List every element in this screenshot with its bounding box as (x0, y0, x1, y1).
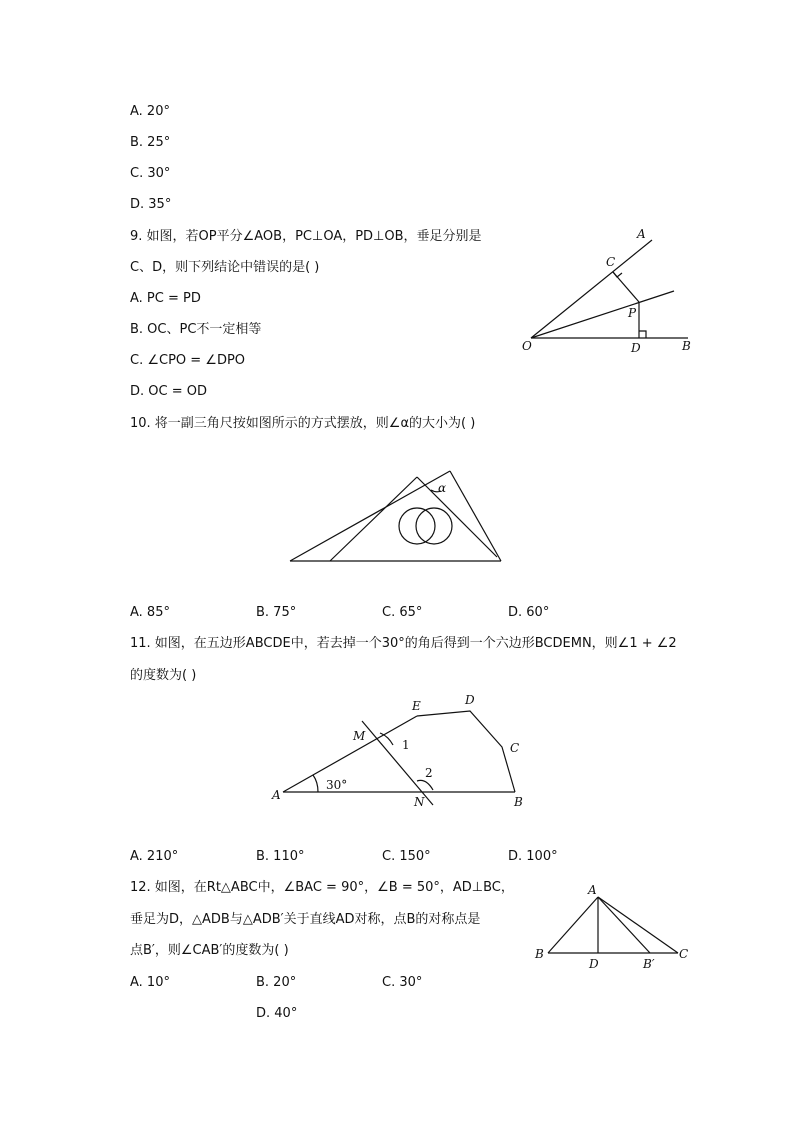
q12-label-b-prime: B′ (643, 957, 655, 971)
q9-label-p: P (628, 306, 637, 320)
q12-option-a: A. 10° (130, 975, 170, 990)
q8-option-c: C. 30° (130, 166, 171, 181)
q9-option-a: A. PC = PD (130, 291, 201, 306)
q12-label-a: A (588, 883, 597, 897)
q11-label-n: N (414, 795, 425, 809)
q9-option-b: B. OC、PC不一定相等 (130, 322, 262, 337)
q10-option-c: C. 65° (382, 605, 423, 620)
q11-label-b: B (514, 795, 523, 809)
q11-label-angle-30: 30° (326, 778, 348, 792)
q9-stem-line1: 9. 如图，若OP平分∠AOB，PC⊥OA，PD⊥OB，垂足分别是 (130, 229, 482, 244)
q9-label-o: O (522, 339, 532, 353)
q8-option-d: D. 35° (130, 197, 172, 212)
q9-label-b: B (682, 339, 691, 353)
q11-label-d: D (465, 693, 475, 707)
q12-label-c: C (679, 947, 689, 961)
q8-option-a: A. 20° (130, 104, 170, 119)
q11-label-c: C (510, 741, 520, 755)
q11-option-c: C. 150° (382, 849, 431, 864)
q8-option-b: B. 25° (130, 135, 171, 150)
q11-option-a: A. 210° (130, 849, 179, 864)
q9-option-d: D. OC = OD (130, 384, 207, 399)
q10-label-alpha: α (438, 481, 447, 495)
q11-option-b: B. 110° (256, 849, 305, 864)
q12-label-b: B (535, 947, 544, 961)
q9-label-c: C (606, 255, 616, 269)
q12-stem-line1: 12. 如图，在Rt△ABC中，∠BAC = 90°，∠B = 50°，AD⊥BC， (130, 880, 514, 895)
q12-stem-line3: 点B′，则∠CAB′的度数为( ) (130, 943, 289, 958)
q10-stem: 10. 将一副三角尺按如图所示的方式摆放，则∠α的大小为( ) (130, 416, 476, 431)
q9-label-a: A (637, 227, 646, 241)
q11-stem-line2: 的度数为( ) (130, 668, 197, 683)
q12-stem-line2: 垂足为D，△ADB与△ADB′关于直线AD对称，点B的对称点是 (130, 912, 481, 927)
q9-label-d: D (631, 341, 641, 355)
q11-label-a: A (272, 788, 281, 802)
q10-option-b: B. 75° (256, 605, 297, 620)
q12-option-d: D. 40° (256, 1006, 298, 1021)
q12-option-b: B. 20° (256, 975, 297, 990)
q11-label-angle-2: 2 (425, 766, 433, 780)
q11-label-angle-1: 1 (402, 738, 410, 752)
q12-option-c: C. 30° (382, 975, 423, 990)
q11-stem-line1: 11. 如图，在五边形ABCDE中，若去掉一个30°的角后得到一个六边形BCDEMN，则∠1 + ∠2 (130, 636, 677, 651)
q9-option-c: C. ∠CPO = ∠DPO (130, 353, 246, 368)
q11-option-d: D. 100° (508, 849, 558, 864)
q10-option-a: A. 85° (130, 605, 170, 620)
q11-label-e: E (412, 699, 421, 713)
q10-option-d: D. 60° (508, 605, 550, 620)
q11-label-m: M (353, 729, 366, 743)
q9-stem-line2: C、D，则下列结论中错误的是( ) (130, 260, 320, 275)
q12-label-d: D (589, 957, 599, 971)
